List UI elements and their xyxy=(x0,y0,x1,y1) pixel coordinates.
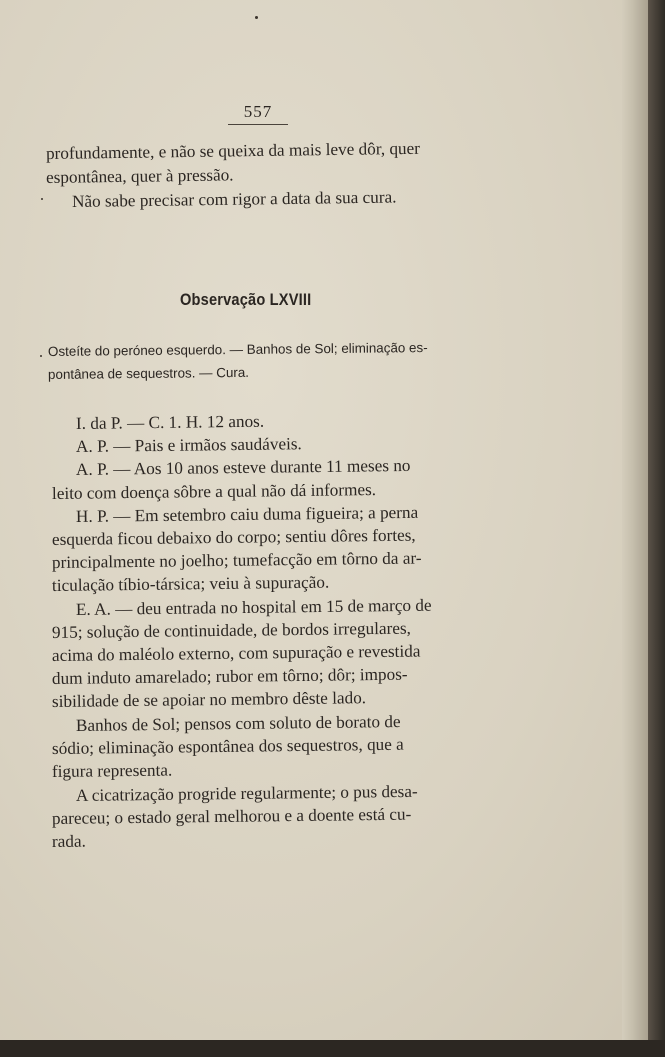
paper-speck xyxy=(41,198,43,200)
body-line: principalmente no joelho; tumefacção em tôrno da ar- xyxy=(51,548,422,572)
paragraph-line: Não sabe precisar com rigor a data da sua cura. xyxy=(71,187,397,211)
paragraph-line: profundamente, e não se queixa da mais leve dôr, quer xyxy=(45,138,421,163)
body-line: figura representa. xyxy=(51,760,173,781)
page-number: 557 xyxy=(243,102,273,121)
paper-speck xyxy=(255,16,258,19)
body-line: esquerda ficou debaixo do corpo; sentiu dôres fortes, xyxy=(51,525,416,549)
body-line: 915; solução de continuidade, de bordos irregulares, xyxy=(51,618,412,642)
body-line: E. A. — deu entrada no hospital em 15 de março de xyxy=(75,595,432,619)
body-line: dum induto amarelado; rubor em tôrno; dôr; impos- xyxy=(51,664,408,688)
body-line: rada. xyxy=(51,831,86,851)
body-line: sódio; eliminação espontânea dos sequestros, que a xyxy=(51,734,404,758)
body-line: A. P. — Pais e irmãos saudáveis. xyxy=(75,434,302,456)
body-line: Banhos de Sol; pensos com soluto de borato de xyxy=(75,712,401,735)
paragraph-line: espontânea, quer à pressão. xyxy=(45,165,234,187)
body-line: leito com doença sôbre a qual não dá informes. xyxy=(51,480,377,503)
section-heading: Observação LXVIII xyxy=(180,290,312,309)
summary-line: Osteíte do peróneo esquerdo. — Banhos de Sol; eliminação es- xyxy=(47,340,428,359)
page-edge-shadow xyxy=(622,0,648,1040)
body-line: H. P. — Em setembro caiu duma figueira; a perna xyxy=(75,502,419,526)
summary-line: pontânea de sequestros. — Cura. xyxy=(47,364,250,382)
body-line: pareceu; o estado geral melhorou e a doente está cu- xyxy=(51,804,412,828)
body-line: I. da P. — C. 1. H. 12 anos. xyxy=(75,411,265,433)
body-line: A. P. — Aos 10 anos esteve durante 11 meses no xyxy=(75,455,411,479)
body-line: acima do maléolo externo, com supuração e revestida xyxy=(51,641,421,665)
body-line: sibilidade de se apoiar no membro dêste lado. xyxy=(51,688,367,711)
paper-speck xyxy=(40,355,42,357)
binding-dark-edge xyxy=(648,0,665,1057)
body-line: A cicatrização progride regularmente; o pus desa- xyxy=(75,781,418,805)
bottom-dark-edge xyxy=(0,1040,665,1057)
page-number-rule xyxy=(228,124,288,125)
body-line: ticulação tíbio-társica; veiu à supuração. xyxy=(51,572,330,595)
